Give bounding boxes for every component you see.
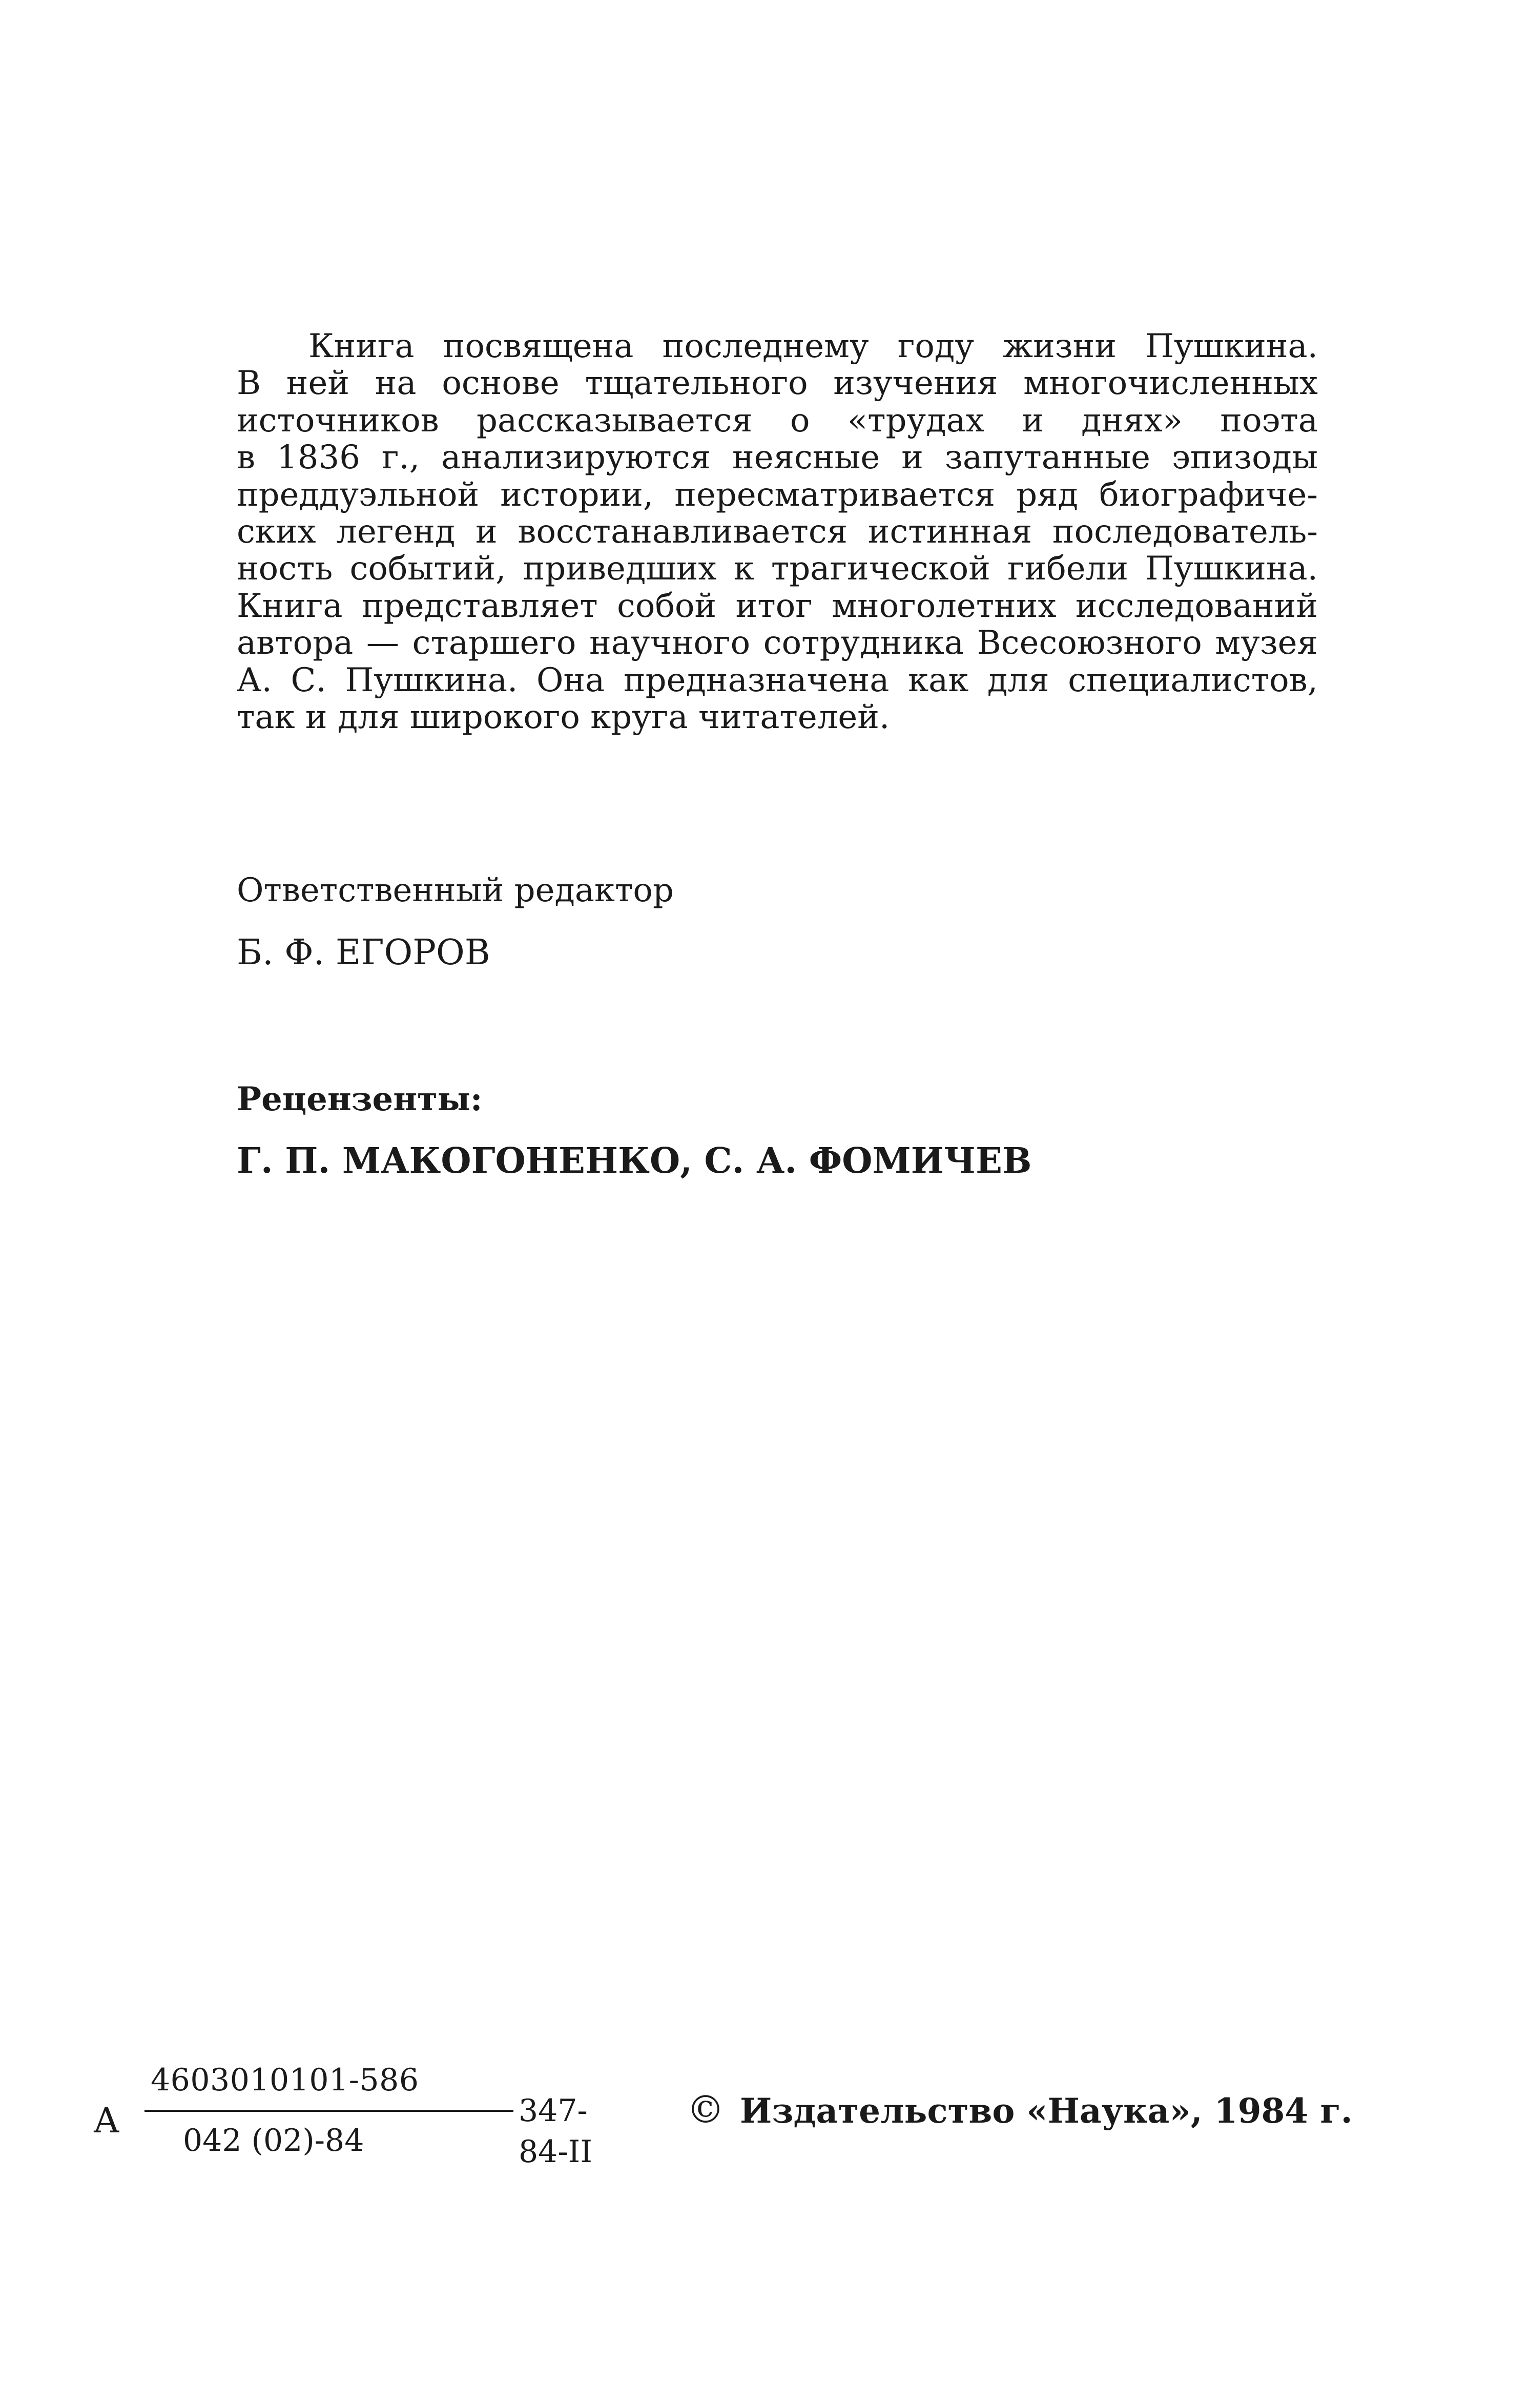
abstract-line: автора — старшего научного сотрудника Всесоюзного музея [237, 624, 1318, 662]
copyright-text: Издательство «Наука», 1984 г. [740, 2091, 1353, 2131]
abstract-line: преддуэльной истории, пересматривается ряд биографиче- [237, 475, 1318, 514]
abstract-line: в 1836 г., анализируются неясные и запутанные эпизоды [237, 439, 1318, 477]
abstract-line: Книга посвящена последнему году жизни Пушкина. [308, 327, 1318, 365]
abstract-line: А. С. Пушкина. Она предназначена как для специалистов, [237, 661, 1318, 699]
catalog-denominator: 042 (02)-84 [183, 2123, 364, 2158]
abstract-line: так и для широкого круга читателей. [237, 698, 890, 736]
editor-name: Б. Ф. ЕГОРОВ [237, 932, 490, 973]
abstract-line: источников рассказывается о «трудах и днях» поэта [237, 401, 1318, 440]
copyright-icon: © [687, 2088, 725, 2132]
abstract-paragraph [237, 328, 1318, 736]
catalog-suffix: 347-84-II [519, 2093, 593, 2170]
abstract-line: ность событий, приведших к трагической гибели Пушкина. [237, 550, 1318, 588]
catalog-letter: А [93, 2101, 120, 2141]
fraction-rule [144, 2110, 513, 2112]
abstract-line: ских легенд и восстанавливается истинная последователь- [237, 512, 1318, 551]
copyright-notice [687, 2089, 1353, 2131]
editor-label: Ответственный редактор [237, 871, 674, 909]
reviewers-names: Г. П. МАКОГОНЕНКО, С. А. ФОМИЧЕВ [237, 1140, 1032, 1181]
reviewers-label: Рецензенты: [237, 1080, 483, 1118]
catalog-numerator: 4603010101-586 [151, 2062, 419, 2098]
abstract-line: В ней на основе тщательного изучения многочисленных [237, 364, 1318, 403]
catalog-index [93, 2060, 606, 2193]
abstract-line: Книга представляет собой итог многолетних исследований [237, 587, 1318, 625]
